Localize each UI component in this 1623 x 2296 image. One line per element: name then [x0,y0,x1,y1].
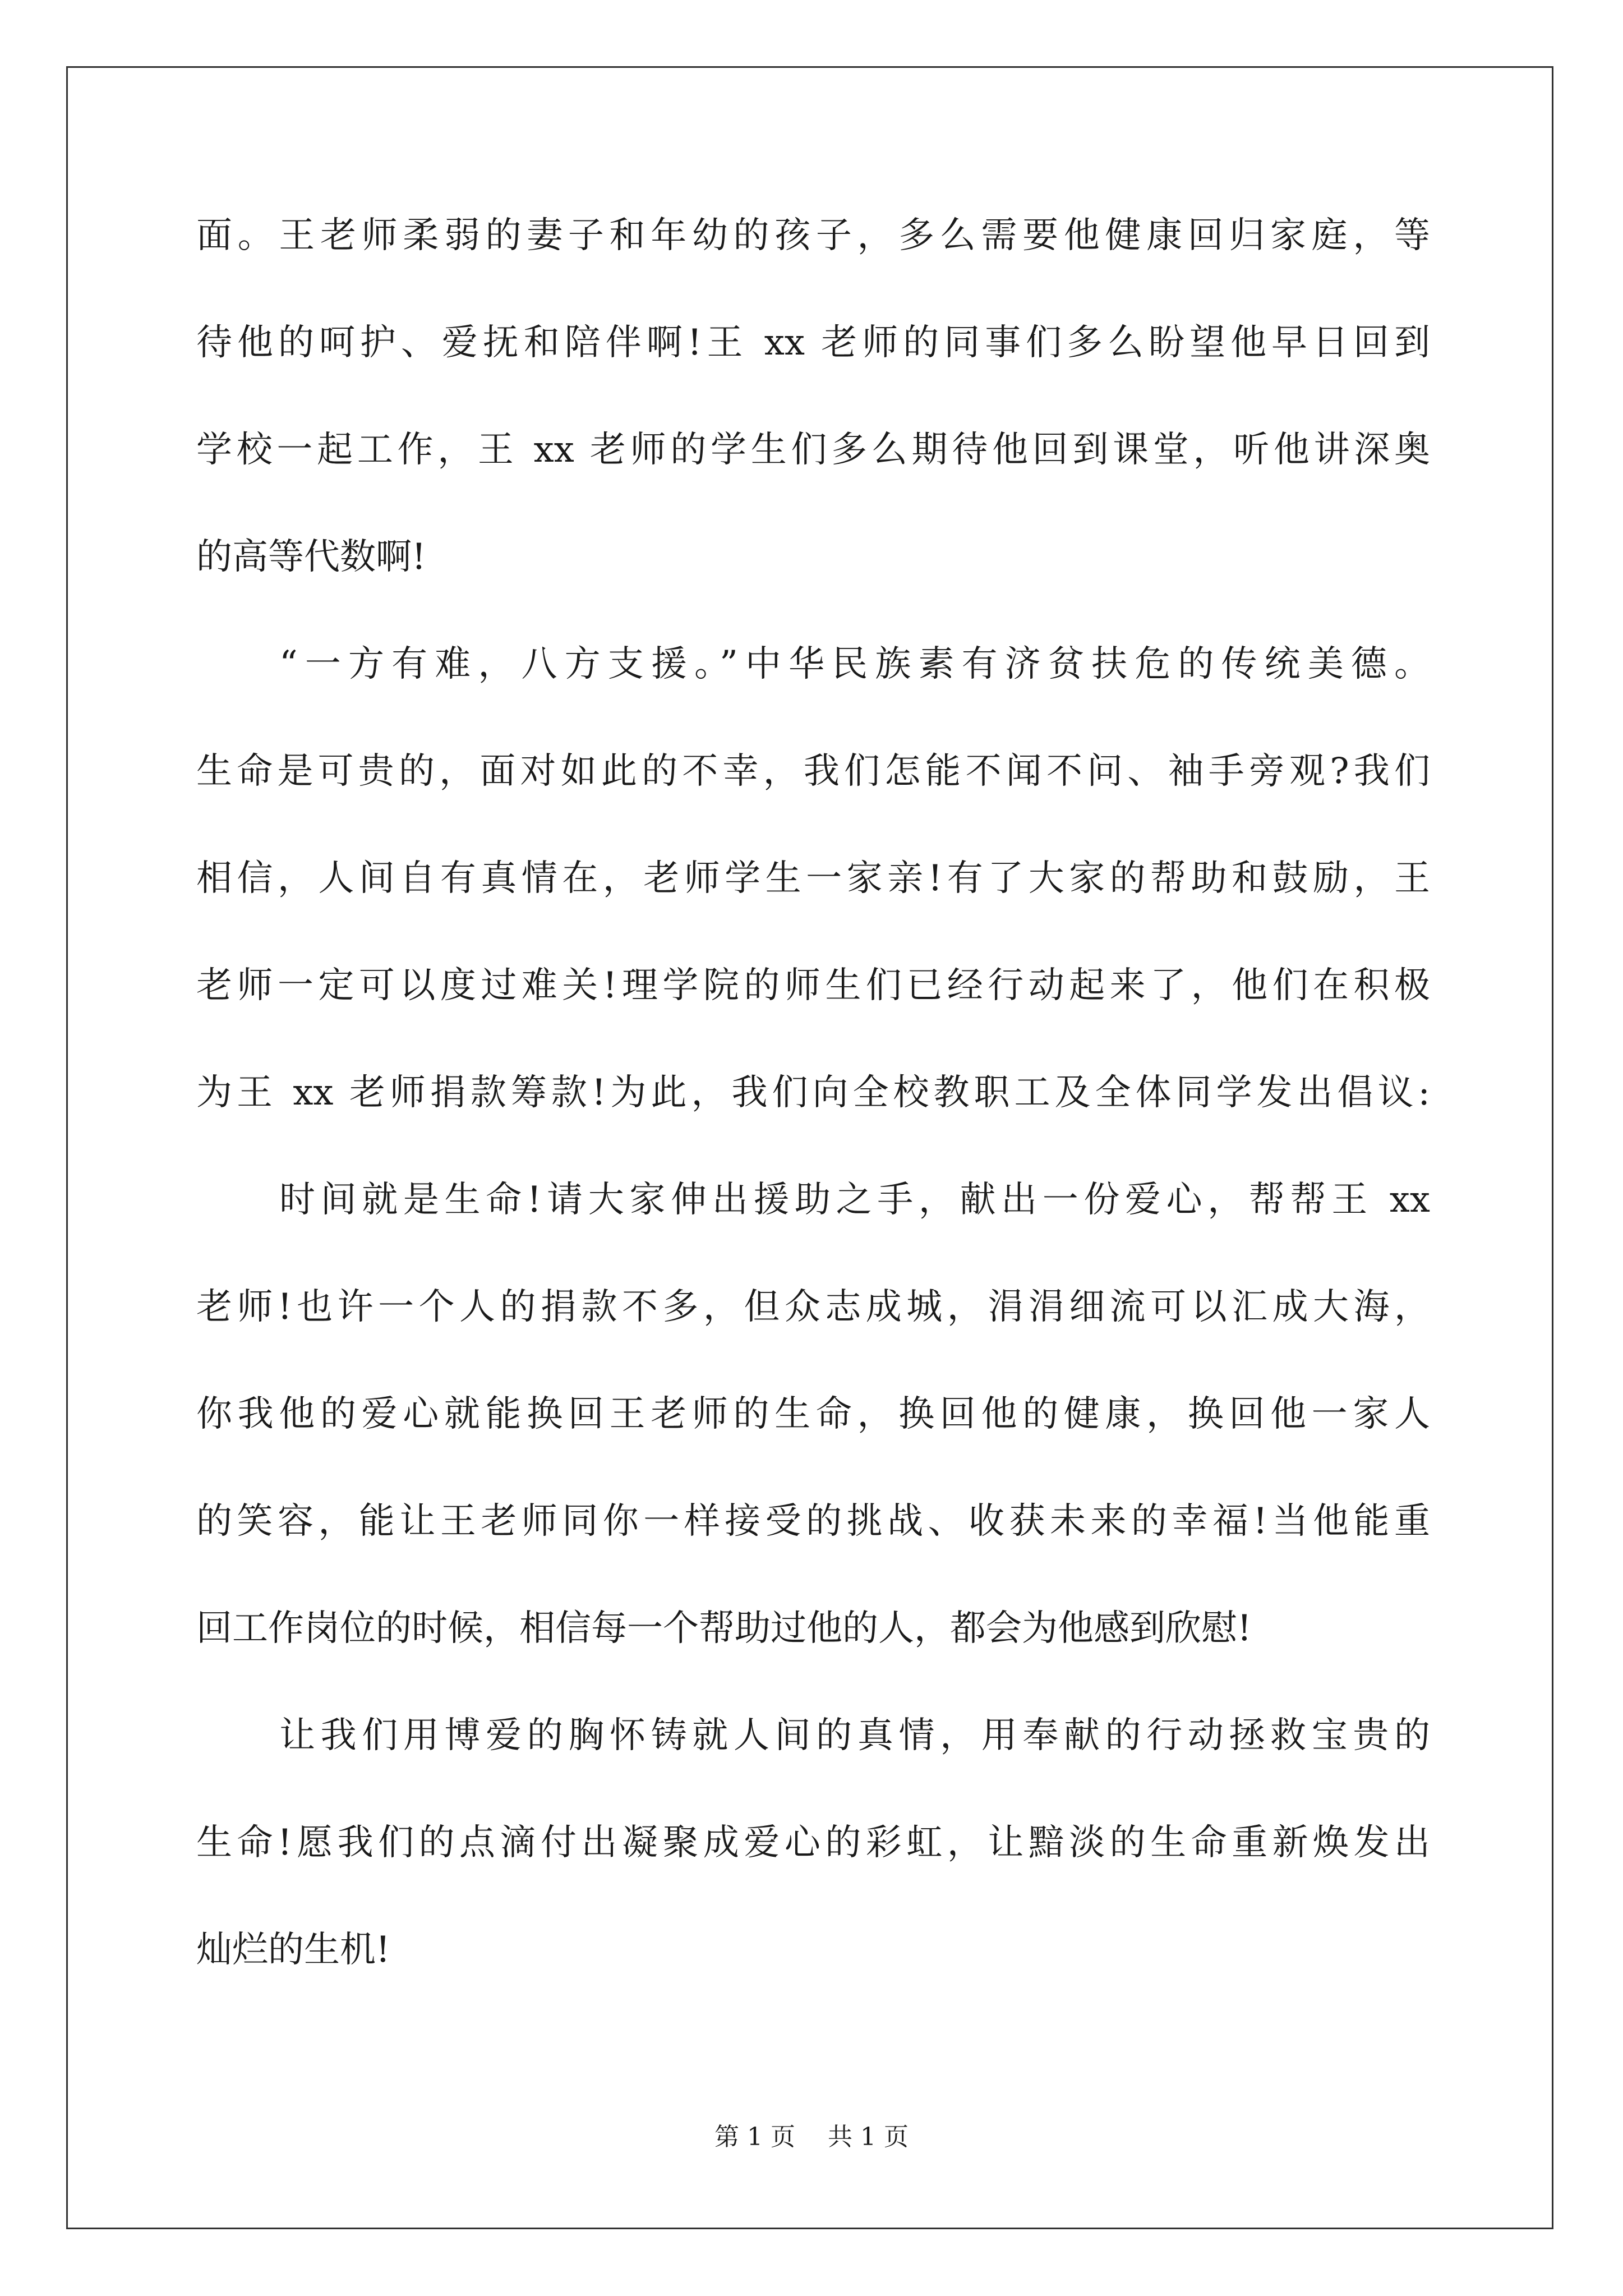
page-number-current: 第 1 页 [714,2123,795,2151]
text-line: 让我们用博爱的胸怀铸就人间的真情，用奉献的行动拯救宝贵的 [279,1715,1430,1756]
text-line: 时间就是生命!请大家伸出援助之手，献出一份爱心，帮帮王 xx [279,1179,1430,1221]
text-line: 待他的呵护、爱抚和陪伴啊!王 xx 老师的同事们多么盼望他早日回到 [196,322,1430,364]
text-line: 的高等代数啊! [196,536,426,578]
text-line: 生命是可贵的，面对如此的不幸，我们怎能不闻不问、袖手旁观?我们 [196,751,1430,792]
text-line: 老师!也许一个人的捐款不多，但众志成城，涓涓细流可以汇成大海， [196,1286,1430,1328]
text-line: 回工作岗位的时候，相信每一个帮助过他的人，都会为他感到欣慰! [196,1608,1252,1649]
text-line: 你我他的爱心就能换回王老师的生命，换回他的健康，换回他一家人 [196,1393,1430,1435]
text-line: 生命!愿我们的点滴付出凝聚成爱心的彩虹，让黯淡的生命重新焕发出 [196,1822,1430,1864]
page-footer [0,2122,1623,2153]
text-line: “一方有难，八方支援。”中华民族素有济贫扶危的传统美德。 [279,643,1430,685]
text-line: 为王 xx 老师捐款筹款!为此，我们向全校教职工及全体同学发出倡议: [196,1072,1430,1114]
page-border [66,66,1553,2229]
page-number-total: 共 1 页 [828,2123,909,2151]
text-line: 学校一起工作，王 xx 老师的学生们多么期待他回到课堂，听他讲深奥 [196,429,1430,471]
text-line: 面。王老师柔弱的妻子和年幼的孩子，多么需要他健康回归家庭，等 [196,215,1430,256]
text-line: 的笑容，能让王老师同你一样接受的挑战、收获未来的幸福!当他能重 [196,1501,1430,1542]
text-line: 相信，人间自有真情在，老师学生一家亲!有了大家的帮助和鼓励，王 [196,858,1430,899]
text-line: 老师一定可以度过难关!理学院的师生们已经行动起来了，他们在积极 [196,965,1430,1006]
text-line: 灿烂的生机! [196,1929,390,1971]
